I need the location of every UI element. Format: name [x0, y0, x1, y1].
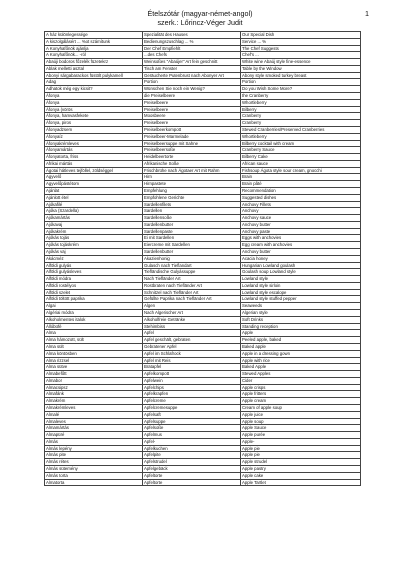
german-term: Preiselbeersuppe mit Sahne [143, 140, 241, 147]
table-row [45, 86, 361, 93]
english-term: The Chef Suggests [241, 45, 361, 52]
table-row [45, 194, 361, 201]
hungarian-term: Alkoholmentes italok [45, 316, 143, 323]
german-term: Apfel geschält, gebraten [143, 337, 241, 344]
page-number: 1 [365, 9, 369, 18]
german-term: Apfelcremesuppe [143, 404, 241, 411]
german-term: Apfelkuchen [143, 445, 241, 452]
hungarian-term: Almakrémleves [45, 404, 143, 411]
table-row [45, 242, 361, 249]
table-row [45, 276, 361, 283]
table-row [45, 93, 361, 100]
table-row [45, 262, 361, 269]
hungarian-term: Áfonya [45, 99, 143, 106]
german-term: Preiselbeer-Marmelade [143, 133, 241, 140]
hungarian-term: Akácméz [45, 255, 143, 262]
english-term: Abony style smoked turkey breast [241, 72, 361, 79]
german-term: Apfelsuppe [143, 418, 241, 425]
english-term: Apple pie [241, 445, 361, 452]
hungarian-term: Alma köntösben [45, 350, 143, 357]
german-term: Apfelsaft [143, 411, 241, 418]
german-term: Afrikanische Soße [143, 160, 241, 167]
english-term: Stewed Apples [241, 371, 361, 378]
hungarian-term: Afrikai mártás [45, 160, 143, 167]
german-term: Ei mit Sardellen [143, 235, 241, 242]
table-row [45, 384, 361, 391]
english-term: Our Special Dish [241, 32, 361, 39]
table-row [45, 418, 361, 425]
hungarian-term: Abonyi sárgabarackos füstölt pulykamell [45, 72, 143, 79]
german-term: Apfel im Schlafrock [143, 350, 241, 357]
table-row [45, 282, 361, 289]
hungarian-term: A kiszolgálásért ... %ot számítunk [45, 38, 143, 45]
english-term: Chef's ... [241, 52, 361, 59]
hungarian-term: Almás pite [45, 452, 143, 459]
hungarian-term: Alma sütve [45, 364, 143, 371]
english-term: Anchovy sauce [241, 215, 361, 222]
german-term: Preiselbeere [143, 99, 241, 106]
english-term: Stewed Cranberries/Preserved Cranberries [241, 126, 361, 133]
english-term: Brain pâté [241, 181, 361, 188]
hungarian-term: Ajóka (Szardella) [45, 208, 143, 215]
english-term: Seaweeds [241, 303, 361, 310]
german-term: Stehimbiss [143, 323, 241, 330]
german-term: Sardellenpaste [143, 228, 241, 235]
german-term: Empfohlene Gerichte [143, 194, 241, 201]
hungarian-term: Almalé [45, 411, 143, 418]
table-row [45, 452, 361, 459]
german-term: Gefüllte Paprika nach Tiefländer Art [143, 296, 241, 303]
english-term: Bilberry [241, 106, 361, 113]
english-term: Whortleberry [241, 99, 361, 106]
german-term: Apfelkompott [143, 371, 241, 378]
english-term: Soft Drinks [241, 316, 361, 323]
german-term: Sardellenbutter [143, 249, 241, 256]
hungarian-term: Alföldi töltött paprika [45, 296, 143, 303]
table-row [45, 466, 361, 473]
english-term: Lowland style stuffed pepper [241, 296, 361, 303]
german-term: Apfelkrapfen [143, 391, 241, 398]
german-term: Apfeltorte [143, 472, 241, 479]
english-term: Cream of apple soup [241, 404, 361, 411]
german-term: Rostbraten nach Tiefländer Art [143, 282, 241, 289]
german-term: Der Chef Empfiehlt [143, 45, 241, 52]
english-term: White wine Abaúj style fine-essence [241, 59, 361, 66]
english-term: Apple cream [241, 398, 361, 405]
hungarian-term: Ablak melletti asztal [45, 65, 143, 72]
table-row [45, 52, 361, 59]
table-row [45, 343, 361, 350]
table-row [45, 106, 361, 113]
table-row [45, 140, 361, 147]
english-term: Apple strudel [241, 459, 361, 466]
german-term: die Preiselbeere [143, 93, 241, 100]
german-term: Gebratener Apfel [143, 343, 241, 350]
hungarian-term: Almamártás [45, 425, 143, 432]
hungarian-term: Abaúji bodoros főzelék füzetekrz [45, 59, 143, 66]
hungarian-term: Áfonya [45, 93, 143, 100]
table-row [45, 391, 361, 398]
english-term: Apple [241, 330, 361, 337]
english-term: Egg cream with anchovies [241, 242, 361, 249]
german-term: Apfel mit Reis [143, 357, 241, 364]
table-row [45, 479, 361, 486]
hungarian-term: Ajókavaj [45, 221, 143, 228]
table-row [45, 316, 361, 323]
table-row [45, 147, 361, 154]
hungarian-term: Agyvelőpástétom [45, 181, 143, 188]
english-term: Anchovy butter [241, 249, 361, 256]
table-row [45, 235, 361, 242]
table-row [45, 59, 361, 66]
english-term: Peeled apple, baked [241, 337, 361, 344]
german-term: Apfelpite [143, 452, 241, 459]
hungarian-term: Áfonyakrémleves [45, 140, 143, 147]
hungarian-term: Ajókás tojás [45, 235, 143, 242]
hungarian-term: A ház különlegessége [45, 32, 143, 39]
hungarian-term: Almás lepény [45, 445, 143, 452]
hungarian-term: Ajókakrém [45, 228, 143, 235]
german-term: Gulasch nach Tieflandart [143, 262, 241, 269]
table-row [45, 269, 361, 276]
english-term: Cider [241, 377, 361, 384]
table-row [45, 201, 361, 208]
hungarian-term: Almapüré [45, 432, 143, 439]
hungarian-term: Áfonya, piros [45, 120, 143, 127]
german-term: Bedienungszuschlag ... % [143, 38, 241, 45]
english-term: Hungarian Lowland goulash [241, 262, 361, 269]
german-term: Tisch am Fenster [143, 65, 241, 72]
hungarian-term: Ajánlat [45, 187, 143, 194]
english-term: Table by the Window [241, 65, 361, 72]
hungarian-term: Alföldi gulyás [45, 262, 143, 269]
english-term: Lowland style sirloin [241, 282, 361, 289]
table-row [45, 411, 361, 418]
english-term: Cranberry [241, 120, 361, 127]
german-term: Apfelchips [143, 384, 241, 391]
english-term: Anchovy [241, 208, 361, 215]
table-row [45, 154, 361, 161]
english-term: Apple crisps [241, 384, 361, 391]
table-row [45, 167, 361, 174]
english-term: Bilberry Cake [241, 154, 361, 161]
hungarian-term: Almás [45, 438, 143, 445]
english-term: African sauce [241, 160, 361, 167]
hungarian-term: Algai [45, 303, 143, 310]
german-term: Preiselbeerkompott [143, 126, 241, 133]
hungarian-term: Alföldi szelet [45, 289, 143, 296]
german-term: Sardellensoße [143, 215, 241, 222]
german-term: Algen [143, 303, 241, 310]
german-term: Hirn [143, 174, 241, 181]
table-row [45, 181, 361, 188]
english-term: Algerian style [241, 310, 361, 317]
english-term: Standing reception [241, 323, 361, 330]
german-term: Sardellenfilets [143, 201, 241, 208]
hungarian-term: Alföldi rostélyos [45, 282, 143, 289]
german-term: Empfehlung [143, 187, 241, 194]
english-term: Lowland style [241, 276, 361, 283]
hungarian-term: Alma sült [45, 343, 143, 350]
english-term: Anchovy Fillets [241, 201, 361, 208]
table-row [45, 445, 361, 452]
english-term: Anchovy butter [241, 221, 361, 228]
german-term: Apfelwein [143, 377, 241, 384]
german-term: Apfeltorte [143, 479, 241, 486]
german-term: Preiselbeersoße [143, 147, 241, 154]
table-row [45, 255, 361, 262]
table-row [45, 398, 361, 405]
hungarian-term: Almatorta [45, 479, 143, 486]
english-term: the Cranberry [241, 93, 361, 100]
hungarian-term: Almakrém [45, 398, 143, 405]
table-row [45, 99, 361, 106]
german-term: ...des Chefs [143, 52, 241, 59]
german-term: Apfel [143, 330, 241, 337]
hungarian-term: Ajókás tojáskrém [45, 242, 143, 249]
english-term: Brain [241, 174, 361, 181]
english-term: Baked apple [241, 343, 361, 350]
table-row [45, 215, 361, 222]
hungarian-term: Algériai módra [45, 310, 143, 317]
table-row [45, 126, 361, 133]
german-term: Nach Tiefländer Art [143, 276, 241, 283]
table-row [45, 221, 361, 228]
english-term: Eggs with anchovies [241, 235, 361, 242]
german-term: Nach Algerischer Art [143, 310, 241, 317]
table-row [45, 208, 361, 215]
hungarian-term: Állóbüfé [45, 323, 143, 330]
table-row [45, 432, 361, 439]
german-term: Geräucherte Putenbrust nach Abonyer Art [143, 72, 241, 79]
table-row [45, 364, 361, 371]
english-term: Anchovy paste [241, 228, 361, 235]
hungarian-term: Agyvelő [45, 174, 143, 181]
table-row [45, 371, 361, 378]
german-term: Hirnpastete [143, 181, 241, 188]
table-row [45, 337, 361, 344]
english-term: Apple- [241, 438, 361, 445]
table-row [45, 459, 361, 466]
german-term: Apfelcreme [143, 398, 241, 405]
table-row [45, 79, 361, 86]
table-row [45, 425, 361, 432]
hungarian-term: Áfonyamártás [45, 147, 143, 154]
english-term: Apple fritters [241, 391, 361, 398]
table-row [45, 377, 361, 384]
english-term: Goulash soup Lowland style [241, 269, 361, 276]
german-term: Portion [143, 79, 241, 86]
hungarian-term: Almaleves [45, 418, 143, 425]
table-row [45, 133, 361, 140]
english-term: Baked Apple [241, 364, 361, 371]
table-row [45, 249, 361, 256]
german-term: Bratapfel [143, 364, 241, 371]
table-row [45, 187, 361, 194]
german-term: Frischbrühe nach Ágotaer Art mit Rahm [143, 167, 241, 174]
document-title: Ételszótár (magyar-német-angol) [147, 9, 253, 18]
german-term: Moosbeere [143, 113, 241, 120]
hungarian-term: Adhatok még egy kicsit? [45, 86, 143, 93]
german-term: Preiselbeere [143, 106, 241, 113]
english-term: Apple Tartlet [241, 479, 361, 486]
english-term: Apple pie [241, 452, 361, 459]
table-row [45, 32, 361, 39]
table-row [45, 404, 361, 411]
german-term: Schnitzel nach Tiefländer Art [143, 289, 241, 296]
hungarian-term: Áfonya, hamvasfekete [45, 113, 143, 120]
english-term: Apple pastry [241, 466, 361, 473]
german-term: Apfelstrudel [143, 459, 241, 466]
german-term: Preiselbeere [143, 120, 241, 127]
english-term: Suggested dishes [241, 194, 361, 201]
table-row [45, 472, 361, 479]
english-term: Apple in a dressing gown [241, 350, 361, 357]
hungarian-term: Áfonyatorta, friss [45, 154, 143, 161]
hungarian-term: Ajókás vaj [45, 249, 143, 256]
table-row [45, 113, 361, 120]
table-row [45, 303, 361, 310]
document-subtitle: szerk.: Lőrincz-Véger Judit [157, 18, 243, 27]
hungarian-term: Almás torta [45, 472, 143, 479]
dictionary-table-container [44, 31, 357, 486]
english-term: Apple with rice [241, 357, 361, 364]
hungarian-term: A Konyhafőnök... -ról [45, 52, 143, 59]
english-term: Apple purée [241, 432, 361, 439]
english-term: Apple Sauce [241, 425, 361, 432]
table-row [45, 350, 361, 357]
hungarian-term: Áfonyaíz [45, 133, 143, 140]
hungarian-term: Adag [45, 79, 143, 86]
english-term: Cranberry [241, 113, 361, 120]
table-row [45, 72, 361, 79]
table-row [45, 289, 361, 296]
hungarian-term: Ajókafilé [45, 201, 143, 208]
english-term: Apple juice [241, 411, 361, 418]
table-row [45, 65, 361, 72]
hungarian-term: Alma [45, 330, 143, 337]
english-term: Cranberry Sauce [241, 147, 361, 154]
german-term: Apfelsoße [143, 425, 241, 432]
table-row [45, 160, 361, 167]
hungarian-term: Almabefőtt [45, 371, 143, 378]
document-header [0, 9, 400, 27]
english-term: Service ... % [241, 38, 361, 45]
english-term: Bilberry cocktail with cream [241, 140, 361, 147]
hungarian-term: Almás rétes [45, 459, 143, 466]
table-row [45, 228, 361, 235]
hungarian-term: Almafánk [45, 391, 143, 398]
english-term: Whortleberry [241, 133, 361, 140]
table-row [45, 38, 361, 45]
hungarian-term: Alföldi gulyásleves [45, 269, 143, 276]
german-term: Eiercreme mit Sardellen [143, 242, 241, 249]
hungarian-term: Alma rizzsel [45, 357, 143, 364]
german-term: Wünschen Sie noch ein Wenig? [143, 86, 241, 93]
hungarian-term: Almacsipsz [45, 384, 143, 391]
dictionary-table [44, 31, 361, 486]
table-row [45, 296, 361, 303]
hungarian-term: Almás sütemény [45, 466, 143, 473]
table-row [45, 323, 361, 330]
table-row [45, 174, 361, 181]
english-term: Apple soup [241, 418, 361, 425]
german-term: Heidelbeertorte [143, 154, 241, 161]
german-term: Apfelgebäck [143, 466, 241, 473]
table-row [45, 438, 361, 445]
german-term: Apfelmus [143, 432, 241, 439]
german-term: Sardellen [143, 208, 241, 215]
table-row [45, 310, 361, 317]
german-term: Tiefländische Gulyássuppe [143, 269, 241, 276]
dictionary-table-body [45, 32, 361, 486]
hungarian-term: Áfonya (vörös [45, 106, 143, 113]
english-term: Fishsoup Ágota style sour cream, gnocchi [241, 167, 361, 174]
english-term: Recommendation [241, 187, 361, 194]
german-term: Spezialität des Hauses [143, 32, 241, 39]
german-term: Apfel- [143, 438, 241, 445]
english-term: Do you Wish Some More? [241, 86, 361, 93]
english-term: Acacia honey [241, 255, 361, 262]
german-term: Akazienhonig [143, 255, 241, 262]
hungarian-term: Áfonyadzsem [45, 126, 143, 133]
german-term: Weinsoßes "Abaújer" Art fein geschnitt [143, 59, 241, 66]
hungarian-term: Almabor [45, 377, 143, 384]
table-row [45, 45, 361, 52]
hungarian-term: Ajókamártás [45, 215, 143, 222]
hungarian-term: Alföldi módra [45, 276, 143, 283]
english-term: Portion [241, 79, 361, 86]
hungarian-term: Ágotai hátleves tejföllel, zöldséggel [45, 167, 143, 174]
hungarian-term: Ajánlott étel [45, 194, 143, 201]
table-row [45, 330, 361, 337]
german-term: Sardellenbutter [143, 221, 241, 228]
table-row [45, 120, 361, 127]
english-term: Lowland style escalope [241, 289, 361, 296]
english-term: Apple cake [241, 472, 361, 479]
hungarian-term: Alma hámozott, sült [45, 337, 143, 344]
table-row [45, 357, 361, 364]
german-term: Alkoholfreie Getränke [143, 316, 241, 323]
hungarian-term: A Konyhafőnök ajánlja [45, 45, 143, 52]
